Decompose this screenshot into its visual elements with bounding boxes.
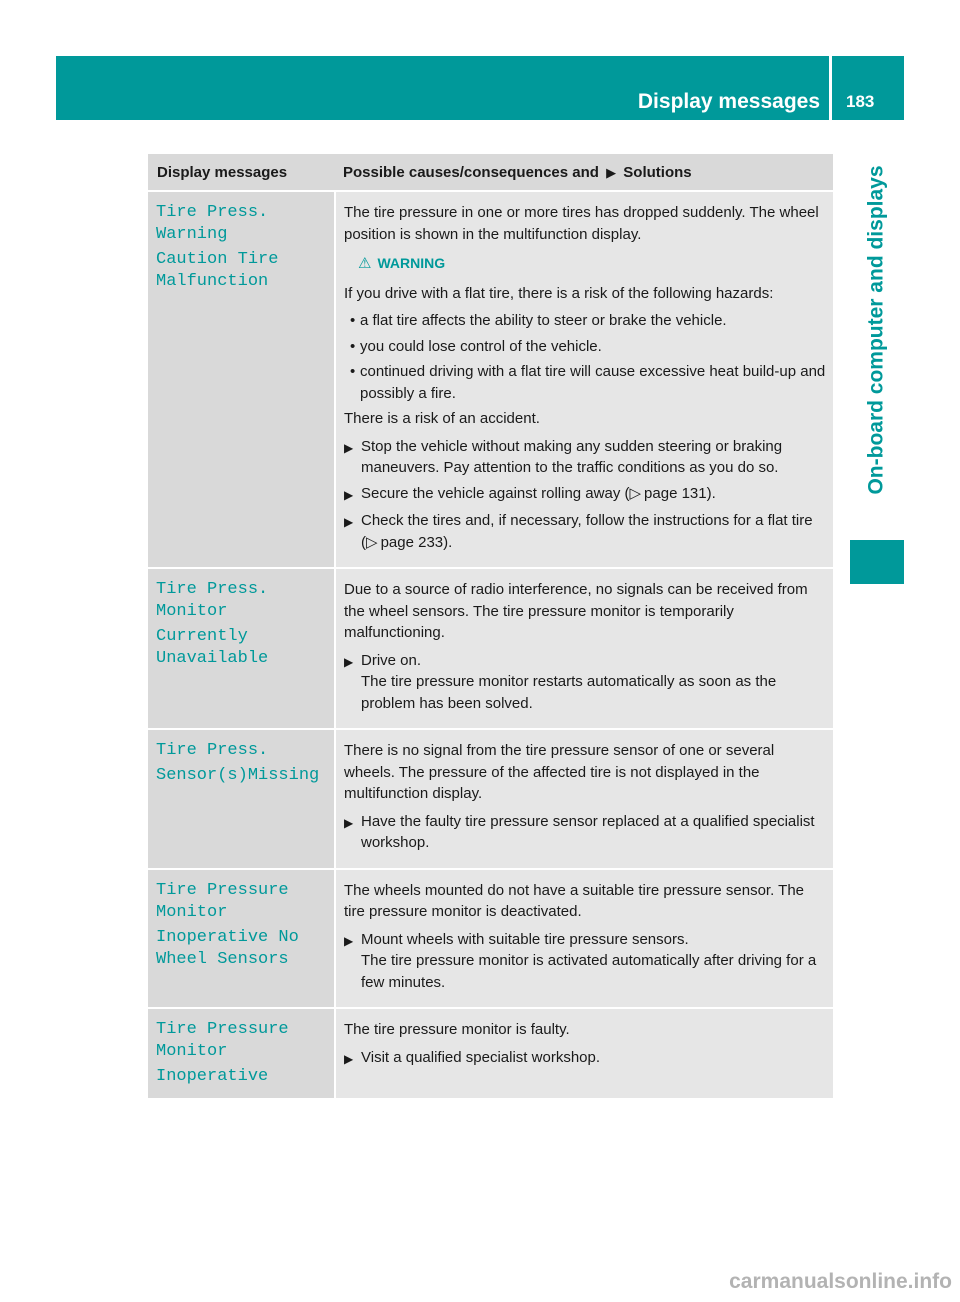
message-cell [148, 568, 335, 729]
play-arrow-icon: ▶ [606, 164, 617, 180]
col-header-causes [335, 154, 833, 191]
display-message-line: Inoperative [156, 1067, 269, 1086]
description-cell [335, 191, 833, 568]
step-arrow-icon: ▶ [344, 815, 354, 830]
description-cell [335, 729, 833, 869]
page-number: 183 [846, 92, 875, 111]
message-cell [148, 191, 335, 568]
display-message-line: Tire Pressure Monitor [156, 1020, 289, 1061]
step-text: Secure the vehicle against rolling away ( [361, 484, 630, 502]
step-text: Mount wheels with suitable tire pressure sensors. [361, 930, 689, 948]
bullet-icon: • [350, 363, 356, 380]
instruction-step [344, 436, 827, 479]
step-arrow-icon: ▶ [344, 487, 354, 502]
list-item [350, 310, 827, 332]
page-title: Display messages [637, 90, 820, 113]
instruction-step [344, 929, 827, 994]
display-message-line: Caution Tire Malfunction [156, 250, 279, 291]
step-arrow-icon: ▶ [344, 933, 354, 948]
bullet-text: you could lose control of the vehicle. [360, 337, 602, 355]
display-message-line: Tire Press. [156, 741, 269, 760]
step-arrow-icon: ▶ [344, 654, 354, 669]
message-cell [148, 869, 335, 1009]
page-ref-arrow-icon: ▷ [366, 533, 378, 551]
description-text: There is no signal from the tire pressure sensor of one or several wheels. The pressure of the affected tire is not displayed in the multifunction display. [344, 742, 775, 802]
instruction-step [344, 650, 827, 715]
bullet-text: continued driving with a flat tire will cause excessive heat build-up and possibly a fire. [360, 363, 826, 402]
list-item [350, 361, 827, 404]
header-bar [56, 56, 904, 120]
description-text: The tire pressure in one or more tires has dropped suddenly. The wheel position is shown in the multifunction display. [344, 204, 819, 243]
bullet-text: a flat tire affects the ability to steer or brake the vehicle. [360, 312, 727, 329]
description-cell [335, 568, 833, 729]
table-row [148, 1008, 833, 1098]
list-item [350, 336, 827, 358]
step-text: Have the faulty tire pressure sensor replaced at a qualified specialist workshop. [361, 812, 815, 851]
step-text: Visit a qualified specialist workshop. [361, 1048, 601, 1066]
bullet-icon: • [350, 337, 356, 355]
instruction-step [344, 811, 827, 854]
step-text: Stop the vehicle without making any sudden steering or braking maneuvers. Pay attention to the traffic conditions as you do so. [361, 437, 783, 476]
col-header-causes-text: Possible causes/consequences and [343, 163, 599, 181]
description-text: Due to a source of radio interference, no signals can be received from the wheel sensors. The tire pressure monitor is temporarily malfunctioning. [344, 581, 808, 641]
display-message-line: Tire Pressure Monitor [156, 880, 289, 922]
page-ref-arrow-icon: ▷ [629, 484, 642, 502]
page-reference-link[interactable]: page 233). [380, 533, 453, 551]
step-text: Check the tires and, if necessary, follow the instructions for a flat tire ( [361, 512, 813, 551]
table-row [148, 729, 833, 869]
description-cell [335, 869, 833, 1009]
table-row [148, 568, 833, 729]
chapter-side-label [850, 120, 904, 540]
step-detail: The tire pressure monitor is activated automatically after driving for a few minutes. [361, 952, 817, 991]
description-text: The wheels mounted do not have a suitable tire pressure sensor. The tire pressure monitor is deactivated. [344, 881, 804, 920]
instruction-step [344, 510, 827, 553]
chapter-side-label-text: On-board computer and displays [865, 165, 888, 495]
step-text: Drive on. [361, 651, 422, 669]
col-header-solutions-text: Solutions [623, 163, 692, 181]
display-message-line: Inoperative No Wheel Sensors [156, 927, 299, 969]
header-divider [829, 56, 832, 120]
display-message-line: Sensor(s)Missing [156, 766, 320, 785]
col-header-display-messages: Display messages [148, 154, 335, 191]
chapter-tab [850, 540, 904, 584]
bullet-icon: • [350, 312, 356, 329]
step-arrow-icon: ▶ [344, 440, 354, 455]
hazard-intro: If you drive with a flat tire, there is a risk of the following hazards: [344, 284, 774, 302]
display-message-line: Tire Press. Warning [156, 203, 279, 244]
warning-label: WARNING [377, 255, 446, 271]
instruction-step [344, 1047, 827, 1071]
risk-text: There is a risk of an accident. [344, 410, 540, 427]
warning-triangle-icon: ⚠ [358, 255, 372, 272]
table-header-row [148, 154, 833, 191]
step-detail: The tire pressure monitor restarts automatically as soon as the problem has been solved. [361, 673, 777, 712]
display-message-line: Tire Press. Monitor [156, 580, 279, 621]
watermark: carmanualsonline.info [729, 1270, 952, 1293]
message-cell [148, 1008, 335, 1098]
table-row [148, 869, 833, 1009]
description-cell [335, 1008, 833, 1098]
step-arrow-icon: ▶ [344, 1051, 354, 1066]
step-arrow-icon: ▶ [344, 515, 354, 529]
display-messages-table [148, 154, 833, 1098]
message-cell [148, 729, 335, 869]
page-reference-link[interactable]: page 131). [644, 484, 716, 502]
display-message-line: Currently Unavailable [156, 627, 269, 668]
table-row [148, 191, 833, 568]
instruction-step [344, 483, 827, 507]
description-text: The tire pressure monitor is faulty. [344, 1021, 570, 1038]
warning-heading [358, 253, 827, 275]
